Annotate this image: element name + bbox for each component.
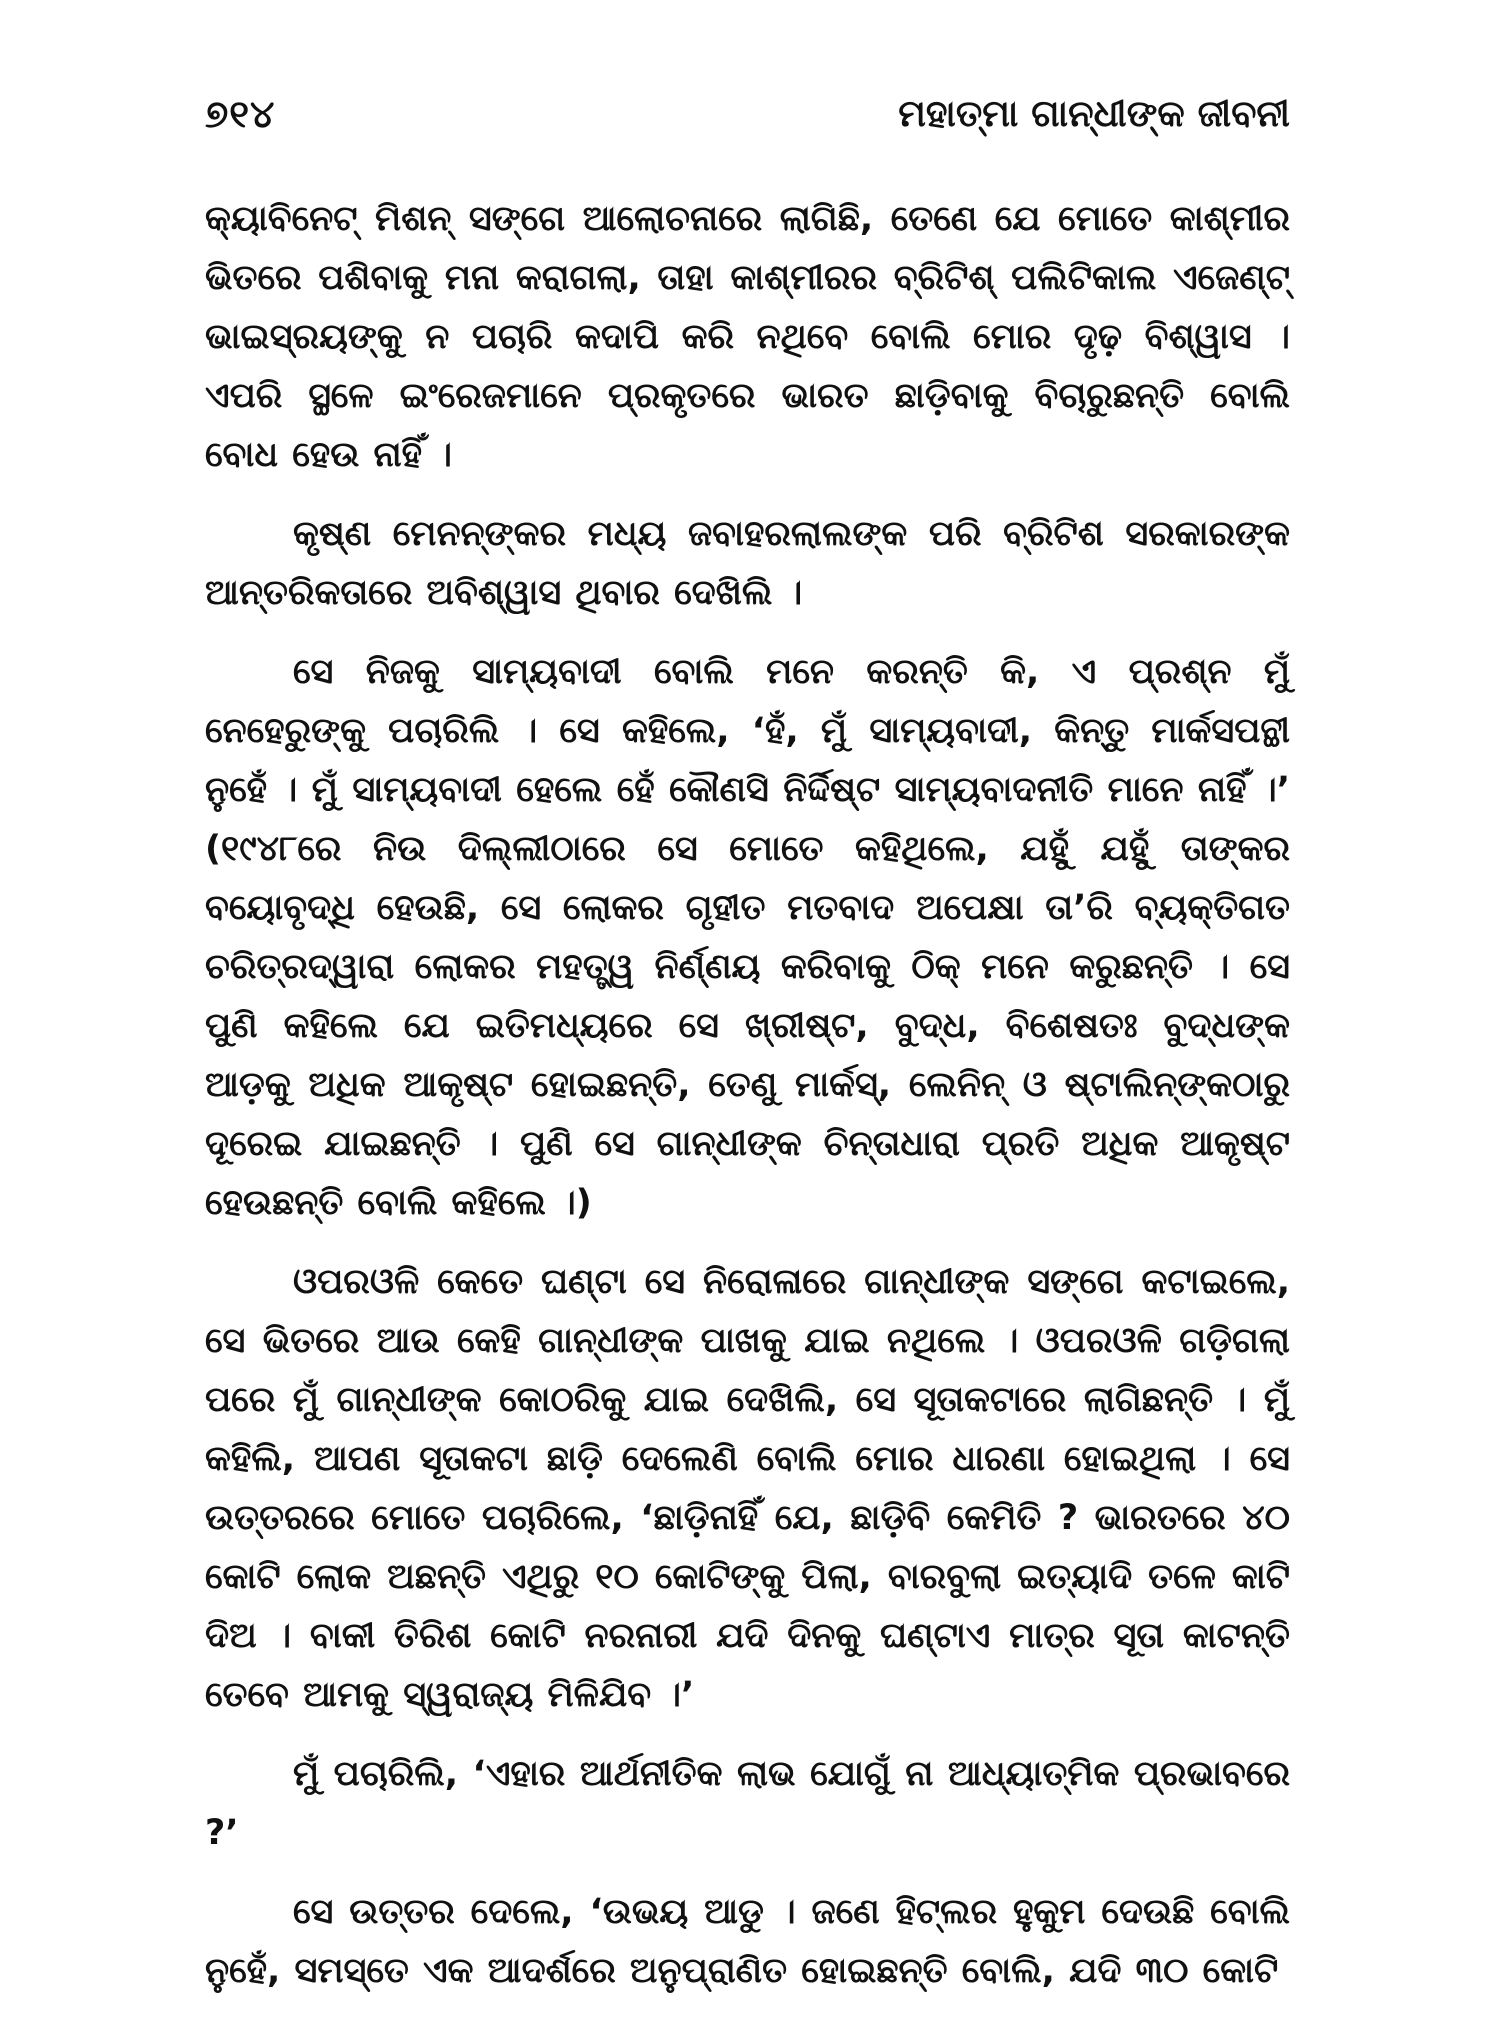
body-text — [205, 190, 1290, 2021]
paragraph-answer: ସେ ଉତ୍ତର ଦେଲେ, ‘ଉଭୟ ଆଡୁ । ଜଣେ ହିଟ୍‌ଲର ହୁକୁମ ଦେଉଛି ବୋଲି ନୁହେଁ, ସମସ୍ତେ ଏକ ଆଦର୍ଶରେ ଅନୁପ୍ରାଣିତ ହୋଇଛନ୍ତି ବୋଲି, ଯଦି ୩୦ କୋଟି — [205, 1892, 1290, 1991]
running-header — [205, 92, 1290, 162]
paragraph-socialism: ସେ ନିଜକୁ ସାମ୍ୟବାଦୀ ବୋଲି ମନେ କରନ୍ତି କି, ଏ ପ୍ରଶ୍ନ ମୁଁ ନେହେରୁଙ୍କୁ ପଚାରିଲି । ସେ କହିଲେ, ‘ହଁ, ମୁଁ ସାମ୍ୟବାଦୀ, କିନ୍ତୁ ମାର୍କସପନ୍ଥୀ ନୁହେଁ । ମୁଁ ସାମ୍ୟବାଦୀ ହେଲେ ହେଁ କୌଣସି ନିର୍ଦ୍ଦିଷ୍ଟ ସାମ୍ୟବାଦନୀତି ମାନେ ନାହିଁ ।’ (୧୯୪୮ରେ ନିଉ ଦିଲ୍ଲୀଠାରେ ସେ ମୋତେ କହିଥିଲେ, ଯହୁଁ ଯହୁଁ ତାଙ୍କର ବୟୋବୃଦ୍ଧି ହେଉଛି, ସେ ଲୋକର ଗୃହୀତ ମତବାଦ ଅପେକ୍ଷା ତା’ରି ବ୍ୟକ୍ତିଗତ ଚରିତ୍ରଦ୍ୱାରା ଲୋକର ମହତ୍ତ୍ୱ ନିର୍ଣ୍ଣୟ କରିବାକୁ ଠିକ୍ ମନେ କରୁଛନ୍ତି । ସେ ପୁଣି କହିଲେ ଯେ ଇତିମଧ୍ୟରେ ସେ ଖ୍ରୀଷ୍ଟ, ବୁଦ୍ଧ, ବିଶେଷତଃ ବୁଦ୍ଧଙ୍କ ଆଡ଼କୁ ଅଧିକ ଆକୃଷ୍ଟ ହୋଇଛନ୍ତି, ତେଣୁ ମାର୍କସ୍, ଲେନିନ୍ ଓ ଷ୍ଟାଲିନ୍‌ଙ୍କଠାରୁ ଦୂରେଇ ଯାଇଛନ୍ତି । ପୁଣି ସେ ଗାନ୍ଧୀଙ୍କ ଚିନ୍ତାଧାରା ପ୍ରତି ଅଧିକ ଆକୃଷ୍ଟ ହେଉଛନ୍ତି ବୋଲି କହିଲେ ।) — [205, 652, 1290, 1223]
paragraph-question: ମୁଁ ପଚାରିଲି, ‘ଏହାର ଆର୍ଥନୀତିକ ଲାଭ ଯୋଗୁଁ ନା ଆଧ୍ୟାତ୍ମିକ ପ୍ରଭାବରେ ?’ — [205, 1754, 1290, 1853]
page-number: ୭୧୪ — [205, 92, 276, 136]
book-title: ମହାତ୍ମା ଗାନ୍ଧୀଙ୍କ ଜୀବନୀ — [898, 92, 1290, 135]
paragraph-krishna-menon: କୃଷ୍ଣ ମେନନ୍‌ଙ୍କର ମଧ୍ୟ ଜବାହରଲାଲଙ୍କ ପରି ବ୍ରିଟିଶ ସରକାରଙ୍କ ଆନ୍ତରିକତାରେ ଅବିଶ୍ୱାସ ଥିବାର ଦେଖିଲି । — [205, 514, 1290, 613]
paragraph-spinning: ଓପରଓଳି କେତେ ଘଣ୍ଟା ସେ ନିରୋଳାରେ ଗାନ୍ଧୀଙ୍କ ସଙ୍ଗେ କଟାଇଲେ, ସେ ଭିତରେ ଆଉ କେହି ଗାନ୍ଧୀଙ୍କ ପାଖକୁ ଯାଇ ନଥିଲେ । ଓପରଓଳି ଗଡ଼ିଗଲା ପରେ ମୁଁ ଗାନ୍ଧୀଙ୍କ କୋଠରିକୁ ଯାଇ ଦେଖିଲି, ସେ ସୂତାକଟାରେ ଲାଗିଛନ୍ତି । ମୁଁ କହିଲି, ଆପଣ ସୂତାକଟା ଛାଡ଼ି ଦେଲେଣି ବୋଲି ମୋର ଧାରଣା ହୋଇଥିଲା । ସେ ଉତ୍ତରରେ ମୋତେ ପଚାରିଲେ, ‘ଛାଡ଼ିନାହିଁ ଯେ, ଛାଡ଼ିବି କେମିତି ? ଭାରତରେ ୪୦ କୋଟି ଲୋକ ଅଛନ୍ତି ଏଥିରୁ ୧୦ କୋଟିଙ୍କୁ ପିଲା, ବାରବୁଲା ଇତ୍ୟାଦି ତଳେ କାଟି ଦିଅ । ବାକୀ ତିରିଶ କୋଟି ନରନାରୀ ଯଦି ଦିନକୁ ଘଣ୍ଟାଏ ମାତ୍ର ସୂତା କାଟନ୍ତି ତେବେ ଆମକୁ ସ୍ୱରାଜ୍ୟ ମିଳିଯିବ ।’ — [205, 1262, 1290, 1715]
paragraph-kashmir: କ୍ୟାବିନେଟ୍ ମିଶନ୍ ସଙ୍ଗେ ଆଲୋଚନାରେ ଲାଗିଛି, ତେଣେ ଯେ ମୋତେ କାଶ୍ମୀର ଭିତରେ ପଶିବାକୁ ମନା କରାଗଲା, ତାହା କାଶ୍ମୀରର ବ୍ରିଟିଶ୍ ପଲିଟିକାଲ ଏଜେଣ୍ଟ୍ ଭାଇସ୍‌ରୟଙ୍କୁ ନ ପଚାରି କଦାପି କରି ନଥିବେ ବୋଲି ମୋର ଦୃଢ଼ ବିଶ୍ୱାସ । ଏପରି ସ୍ଥଳେ ଇଂରେଜମାନେ ପ୍ରକୃତରେ ଭାରତ ଛାଡ଼ିବାକୁ ବିଚାରୁଛନ୍ତି ବୋଲି ବୋଧ ହେଉ ନାହିଁ । — [205, 199, 1290, 475]
